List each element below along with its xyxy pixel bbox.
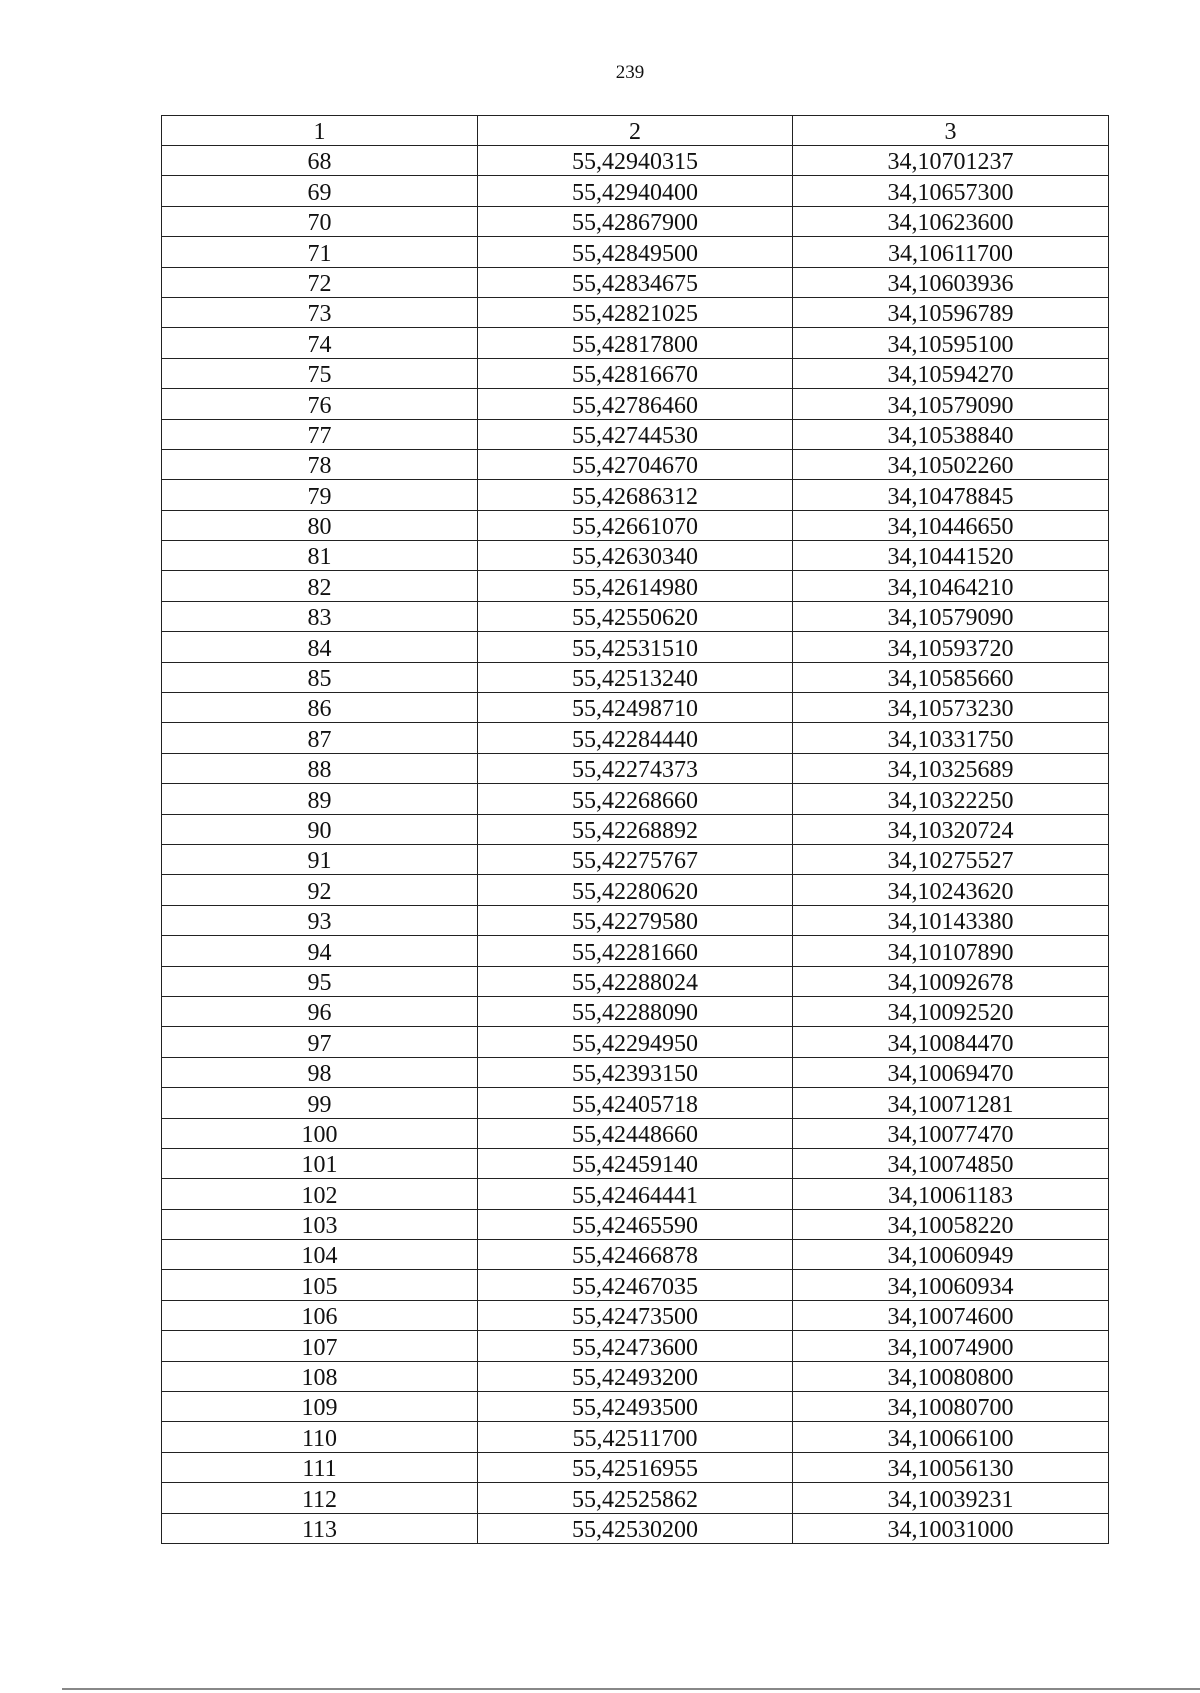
table-row <box>162 1027 1109 1057</box>
table-row <box>162 723 1109 753</box>
latitude-cell: 55,42268660 <box>478 784 793 814</box>
latitude-cell: 55,42550620 <box>478 601 793 631</box>
point-number-cell: 112 <box>162 1483 478 1513</box>
longitude-cell: 34,10031000 <box>793 1513 1109 1543</box>
latitude-cell: 55,42464441 <box>478 1179 793 1209</box>
latitude-cell: 55,42940400 <box>478 176 793 206</box>
point-number-cell: 111 <box>162 1452 478 1482</box>
point-number-cell: 69 <box>162 176 478 206</box>
latitude-cell: 55,42530200 <box>478 1513 793 1543</box>
latitude-cell: 55,42275767 <box>478 844 793 874</box>
table-row <box>162 206 1109 236</box>
point-number-cell: 85 <box>162 662 478 692</box>
point-number-cell: 98 <box>162 1057 478 1087</box>
table-row <box>162 1422 1109 1452</box>
point-number-cell: 92 <box>162 875 478 905</box>
coordinates-table <box>161 115 1109 1544</box>
latitude-cell: 55,42513240 <box>478 662 793 692</box>
longitude-cell: 34,10446650 <box>793 510 1109 540</box>
latitude-cell: 55,42448660 <box>478 1118 793 1148</box>
point-number-cell: 105 <box>162 1270 478 1300</box>
longitude-cell: 34,10585660 <box>793 662 1109 692</box>
longitude-cell: 34,10243620 <box>793 875 1109 905</box>
longitude-cell: 34,10464210 <box>793 571 1109 601</box>
point-number-cell: 87 <box>162 723 478 753</box>
latitude-cell: 55,42816670 <box>478 358 793 388</box>
table-row <box>162 510 1109 540</box>
latitude-cell: 55,42744530 <box>478 419 793 449</box>
table-row <box>162 844 1109 874</box>
point-number-cell: 70 <box>162 206 478 236</box>
point-number-cell: 96 <box>162 996 478 1026</box>
latitude-cell: 55,42281660 <box>478 936 793 966</box>
table-row <box>162 176 1109 206</box>
table-row <box>162 693 1109 723</box>
table-row <box>162 1118 1109 1148</box>
point-number-cell: 91 <box>162 844 478 874</box>
longitude-cell: 34,10538840 <box>793 419 1109 449</box>
column-header: 2 <box>478 116 793 146</box>
latitude-cell: 55,42516955 <box>478 1452 793 1482</box>
table-row <box>162 389 1109 419</box>
longitude-cell: 34,10502260 <box>793 449 1109 479</box>
longitude-cell: 34,10060949 <box>793 1240 1109 1270</box>
point-number-cell: 83 <box>162 601 478 631</box>
latitude-cell: 55,42405718 <box>478 1088 793 1118</box>
table-row <box>162 632 1109 662</box>
latitude-cell: 55,42867900 <box>478 206 793 236</box>
point-number-cell: 113 <box>162 1513 478 1543</box>
longitude-cell: 34,10060934 <box>793 1270 1109 1300</box>
point-number-cell: 72 <box>162 267 478 297</box>
longitude-cell: 34,10077470 <box>793 1118 1109 1148</box>
table-row <box>162 267 1109 297</box>
longitude-cell: 34,10039231 <box>793 1483 1109 1513</box>
longitude-cell: 34,10092520 <box>793 996 1109 1026</box>
point-number-cell: 88 <box>162 753 478 783</box>
latitude-cell: 55,42459140 <box>478 1148 793 1178</box>
latitude-cell: 55,42821025 <box>478 297 793 327</box>
point-number-cell: 104 <box>162 1240 478 1270</box>
point-number-cell: 106 <box>162 1300 478 1330</box>
longitude-cell: 34,10623600 <box>793 206 1109 236</box>
table-row <box>162 1240 1109 1270</box>
latitude-cell: 55,42614980 <box>478 571 793 601</box>
longitude-cell: 34,10579090 <box>793 601 1109 631</box>
point-number-cell: 93 <box>162 905 478 935</box>
column-header: 1 <box>162 116 478 146</box>
table-row <box>162 480 1109 510</box>
longitude-cell: 34,10143380 <box>793 905 1109 935</box>
table-row <box>162 237 1109 267</box>
longitude-cell: 34,10657300 <box>793 176 1109 206</box>
table-row <box>162 966 1109 996</box>
latitude-cell: 55,42786460 <box>478 389 793 419</box>
point-number-cell: 100 <box>162 1118 478 1148</box>
latitude-cell: 55,42940315 <box>478 146 793 176</box>
point-number-cell: 79 <box>162 480 478 510</box>
table-row <box>162 601 1109 631</box>
column-header: 3 <box>793 116 1109 146</box>
point-number-cell: 95 <box>162 966 478 996</box>
longitude-cell: 34,10071281 <box>793 1088 1109 1118</box>
point-number-cell: 109 <box>162 1392 478 1422</box>
point-number-cell: 81 <box>162 541 478 571</box>
longitude-cell: 34,10074900 <box>793 1331 1109 1361</box>
table-row <box>162 1148 1109 1178</box>
longitude-cell: 34,10056130 <box>793 1452 1109 1482</box>
bottom-rule <box>62 1688 1200 1690</box>
point-number-cell: 75 <box>162 358 478 388</box>
table-row <box>162 936 1109 966</box>
table-row <box>162 1270 1109 1300</box>
latitude-cell: 55,42473500 <box>478 1300 793 1330</box>
table-row <box>162 449 1109 479</box>
latitude-cell: 55,42525862 <box>478 1483 793 1513</box>
latitude-cell: 55,42473600 <box>478 1331 793 1361</box>
longitude-cell: 34,10611700 <box>793 237 1109 267</box>
table-row <box>162 419 1109 449</box>
latitude-cell: 55,42280620 <box>478 875 793 905</box>
latitude-cell: 55,42284440 <box>478 723 793 753</box>
latitude-cell: 55,42531510 <box>478 632 793 662</box>
point-number-cell: 78 <box>162 449 478 479</box>
longitude-cell: 34,10596789 <box>793 297 1109 327</box>
table-row <box>162 1331 1109 1361</box>
table-row <box>162 1209 1109 1239</box>
point-number-cell: 68 <box>162 146 478 176</box>
longitude-cell: 34,10322250 <box>793 784 1109 814</box>
latitude-cell: 55,42466878 <box>478 1240 793 1270</box>
longitude-cell: 34,10092678 <box>793 966 1109 996</box>
longitude-cell: 34,10074850 <box>793 1148 1109 1178</box>
point-number-cell: 110 <box>162 1422 478 1452</box>
latitude-cell: 55,42704670 <box>478 449 793 479</box>
table-row <box>162 571 1109 601</box>
table-row <box>162 1179 1109 1209</box>
latitude-cell: 55,42498710 <box>478 693 793 723</box>
table-row <box>162 784 1109 814</box>
point-number-cell: 86 <box>162 693 478 723</box>
point-number-cell: 76 <box>162 389 478 419</box>
point-number-cell: 103 <box>162 1209 478 1239</box>
table-row <box>162 1361 1109 1391</box>
latitude-cell: 55,42467035 <box>478 1270 793 1300</box>
latitude-cell: 55,42288090 <box>478 996 793 1026</box>
page-number: 239 <box>615 62 645 83</box>
latitude-cell: 55,42493500 <box>478 1392 793 1422</box>
table-row <box>162 328 1109 358</box>
table-row <box>162 1483 1109 1513</box>
latitude-cell: 55,42661070 <box>478 510 793 540</box>
longitude-cell: 34,10441520 <box>793 541 1109 571</box>
point-number-cell: 71 <box>162 237 478 267</box>
longitude-cell: 34,10593720 <box>793 632 1109 662</box>
point-number-cell: 73 <box>162 297 478 327</box>
point-number-cell: 102 <box>162 1179 478 1209</box>
longitude-cell: 34,10595100 <box>793 328 1109 358</box>
point-number-cell: 90 <box>162 814 478 844</box>
latitude-cell: 55,42268892 <box>478 814 793 844</box>
latitude-cell: 55,42686312 <box>478 480 793 510</box>
table-row <box>162 996 1109 1026</box>
table-row <box>162 1452 1109 1482</box>
table-header-row <box>162 116 1109 146</box>
longitude-cell: 34,10074600 <box>793 1300 1109 1330</box>
table-row <box>162 146 1109 176</box>
table-row <box>162 662 1109 692</box>
latitude-cell: 55,42493200 <box>478 1361 793 1391</box>
point-number-cell: 97 <box>162 1027 478 1057</box>
table-row <box>162 875 1109 905</box>
latitude-cell: 55,42279580 <box>478 905 793 935</box>
longitude-cell: 34,10320724 <box>793 814 1109 844</box>
latitude-cell: 55,42630340 <box>478 541 793 571</box>
longitude-cell: 34,10066100 <box>793 1422 1109 1452</box>
latitude-cell: 55,42288024 <box>478 966 793 996</box>
point-number-cell: 74 <box>162 328 478 358</box>
longitude-cell: 34,10084470 <box>793 1027 1109 1057</box>
longitude-cell: 34,10579090 <box>793 389 1109 419</box>
longitude-cell: 34,10701237 <box>793 146 1109 176</box>
point-number-cell: 84 <box>162 632 478 662</box>
longitude-cell: 34,10331750 <box>793 723 1109 753</box>
table-row <box>162 297 1109 327</box>
point-number-cell: 77 <box>162 419 478 449</box>
table-row <box>162 1392 1109 1422</box>
latitude-cell: 55,42834675 <box>478 267 793 297</box>
table-row <box>162 814 1109 844</box>
table-row <box>162 541 1109 571</box>
table-row <box>162 1088 1109 1118</box>
point-number-cell: 107 <box>162 1331 478 1361</box>
table-row <box>162 753 1109 783</box>
latitude-cell: 55,42849500 <box>478 237 793 267</box>
point-number-cell: 80 <box>162 510 478 540</box>
latitude-cell: 55,42274373 <box>478 753 793 783</box>
point-number-cell: 101 <box>162 1148 478 1178</box>
table-row <box>162 1057 1109 1087</box>
point-number-cell: 82 <box>162 571 478 601</box>
longitude-cell: 34,10061183 <box>793 1179 1109 1209</box>
longitude-cell: 34,10573230 <box>793 693 1109 723</box>
point-number-cell: 94 <box>162 936 478 966</box>
longitude-cell: 34,10478845 <box>793 480 1109 510</box>
point-number-cell: 108 <box>162 1361 478 1391</box>
longitude-cell: 34,10080800 <box>793 1361 1109 1391</box>
table-row <box>162 905 1109 935</box>
longitude-cell: 34,10080700 <box>793 1392 1109 1422</box>
table-row <box>162 358 1109 388</box>
table-row <box>162 1513 1109 1543</box>
point-number-cell: 89 <box>162 784 478 814</box>
latitude-cell: 55,42817800 <box>478 328 793 358</box>
longitude-cell: 34,10069470 <box>793 1057 1109 1087</box>
longitude-cell: 34,10275527 <box>793 844 1109 874</box>
longitude-cell: 34,10594270 <box>793 358 1109 388</box>
latitude-cell: 55,42294950 <box>478 1027 793 1057</box>
table-row <box>162 1300 1109 1330</box>
longitude-cell: 34,10325689 <box>793 753 1109 783</box>
longitude-cell: 34,10058220 <box>793 1209 1109 1239</box>
latitude-cell: 55,42511700 <box>478 1422 793 1452</box>
latitude-cell: 55,42465590 <box>478 1209 793 1239</box>
latitude-cell: 55,42393150 <box>478 1057 793 1087</box>
longitude-cell: 34,10603936 <box>793 267 1109 297</box>
longitude-cell: 34,10107890 <box>793 936 1109 966</box>
point-number-cell: 99 <box>162 1088 478 1118</box>
